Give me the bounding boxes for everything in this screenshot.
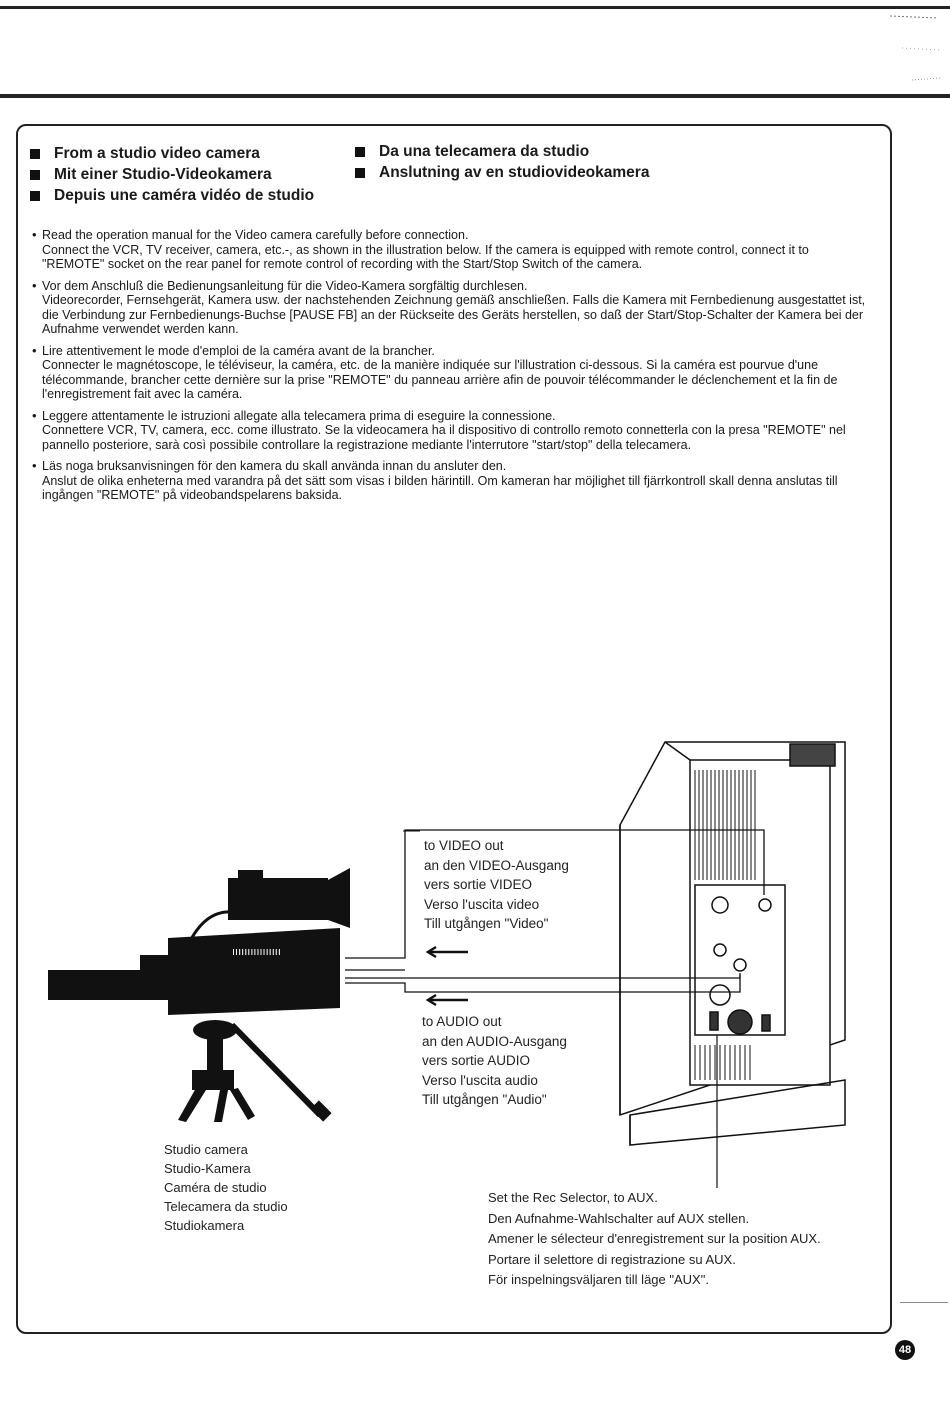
paragraph-body: Connettere VCR, TV, camera, ecc. come illustrato. Se la videocamera ha il dispositivo di controllo remoto connetterla con la presa "REMOTE" nel pannello posteriore, sarà così possibile controllare la registrazione mediante l'interrutore "start/stop" della telecamera. — [42, 423, 846, 452]
paragraph-italian — [32, 409, 867, 453]
camera-brand-mark: ıııııııııııııııı — [232, 946, 281, 958]
square-bullet-icon — [30, 191, 40, 201]
heading-english: From a studio video camera — [30, 143, 314, 164]
bullet-icon: • — [32, 458, 37, 473]
vcr-illustration — [620, 742, 845, 1188]
paragraph-lead: Lire attentivement le mode d'emploi de la caméra avant de la brancher. — [42, 343, 435, 358]
video-out-label: to VIDEO out an den VIDEO-Ausgang vers sortie VIDEO Verso l'uscita video Till utgången "Video" — [424, 838, 569, 931]
paragraph-lead: Leggere attentamente le istruzioni allegate alla telecamera prima di eseguire la connessione. — [42, 408, 556, 423]
page-number-rule — [900, 1302, 948, 1303]
bullet-icon: • — [32, 277, 37, 293]
heading-swedish: Anslutning av en studiovideokamera — [355, 162, 649, 183]
paragraph-body: Videorecorder, Fernsehgerät, Kamera usw. der nachstehenden Zeichnung gemäß anschließen. Falls die Kamera mit Fernbedienung ausgestattet ist, die Verbindung zur Fernbedienungs-Buchse [PAUSE FB] an der Rückseite des Geräts herstellen, so daß der Start/Stop-Schalter der Kamera bei der Aufnahme verwendet werden kann. — [42, 293, 866, 336]
heading-french: Depuis une caméra vidéo de studio — [30, 185, 314, 206]
paragraph-body: Connect the VCR, TV receiver, camera, etc.-, as shown in the illustration below. If the camera is equipped with remote control, connect it to "REMOTE" socket on the rear panel for remote control of recording with the Start/Stop Switch of the camera. — [42, 242, 809, 271]
square-bullet-icon — [355, 168, 365, 178]
paragraph-lead: Vor dem Anschluß die Bedienungsanleitung für die Video-Kamera sorgfältig durchlesen. — [42, 278, 528, 293]
rec-selector-label: Set the Rec Selector, to AUX. Den Aufnahme-Wahlschalter auf AUX stellen. Amener le sélecteur d'enregistrement sur la position AUX. Portare il selettore di registrazione su AUX. För inspelningsväljaren till läge "AUX". — [488, 1190, 821, 1287]
instruction-paragraphs — [32, 228, 867, 510]
paragraph-lead: Läs noga bruksanvisningen för den kamera du skall använda innan du ansluter den. — [42, 459, 507, 473]
studio-camera-illustration — [48, 868, 350, 1122]
top-rule-thick — [0, 94, 950, 98]
paragraph-swedish — [32, 459, 867, 503]
headings-right — [355, 141, 649, 183]
heading-italian: Da una telecamera da studio — [355, 141, 649, 162]
paragraph-body: Connecter le magnétoscope, le téléviseur, la caméra, etc. de la manière indiquée sur l'illustration ci-dessous. Si la caméra est pourvue d'une télécommande, brancher cette dernière sur la prise "REMOTE" du panneau arrière afin de pouvoir télécommander le déclenchement et la fin de l'enregistrement fait avec la caméra. — [42, 358, 838, 401]
paragraph-german — [32, 279, 867, 337]
audio-out-label: to AUDIO out an den AUDIO-Ausgang vers sortie AUDIO Verso l'uscita audio Till utgången "Audio" — [422, 1014, 567, 1107]
headings-left — [30, 143, 314, 206]
scan-speckle — [882, 14, 942, 84]
arrow-icon — [428, 947, 468, 1005]
paragraph-french — [32, 344, 867, 402]
bullet-icon: • — [32, 342, 37, 358]
top-rule — [0, 6, 950, 9]
paragraph-lead: Read the operation manual for the Video camera carefully before connection. — [42, 228, 469, 242]
bullet-icon: • — [32, 407, 37, 423]
page-number: 48 — [895, 1340, 915, 1360]
square-bullet-icon — [30, 170, 40, 180]
heading-german: Mit einer Studio-Videokamera — [30, 164, 314, 185]
paragraph-body: Anslut de olika enheterna med varandra på det sätt som visas i bilden härintill. Om kameran har möjlighet till fjärrkontroll skall denna anslutas till ingången "REMOTE" på videobandspelarens baksida. — [42, 473, 838, 502]
camera-label: Studio camera Studio-Kamera Caméra de studio Telecamera da studio Studiokamera — [164, 1142, 288, 1233]
bullet-icon: • — [32, 227, 37, 242]
paragraph-english — [32, 228, 867, 272]
square-bullet-icon — [355, 147, 365, 157]
square-bullet-icon — [30, 149, 40, 159]
